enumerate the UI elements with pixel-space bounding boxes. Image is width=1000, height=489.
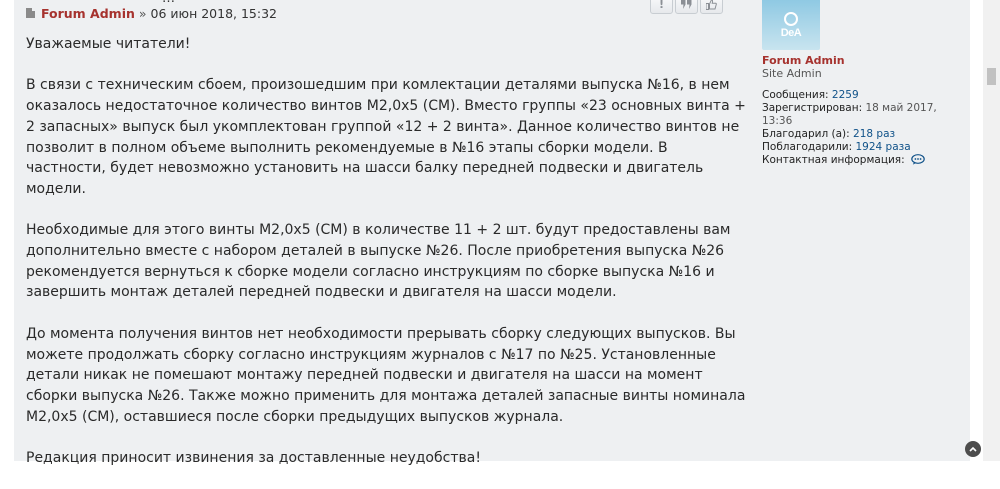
post-date: 06 июн 2018, 15:32	[150, 5, 277, 21]
profile-thanked	[762, 128, 962, 141]
profile-thanked-label: Благодарил (а):	[762, 128, 850, 140]
profile-thanked-link[interactable]: 218 раз	[853, 128, 896, 140]
profile-posts-link[interactable]: 2259	[831, 89, 859, 101]
profile-been-thanked	[762, 141, 962, 154]
post-paragraph: До момента получения винтов нет необходимости прерывать сборку следующих выпусков. Вы можете продолжать сборку согласно инструкциям журналов с №17 по №25. Установленные детали никак не помешают монтажу передней подвески и двигателя на шасси на момент сборки выпуска №26. Также можно применить для монтажа деталей запасные винты номинала М2,0x5 (СМ), оставшиеся после сборки предыдущих выпусков журнала.	[26, 325, 746, 425]
avatar-logo-text: DeA	[780, 27, 802, 39]
profile-registered-label: Зарегистрирован:	[762, 102, 863, 114]
profile-posts-label: Сообщения:	[762, 89, 829, 101]
profile-registered	[762, 102, 962, 128]
post-paragraph: В связи с техническим сбоем, произошедшим при комлектации деталями выпуска №16, в нем оказалось недостаточное количество винтов М2,0x5 (СМ). Вместо группы «23 основных винта + 2 запасных» выпуск был укомплектован группой «12 + 2 винта». Данное количество винтов не позволит в полном объеме выполнить рекомендуемые в №16 этапы сборки модели. В частности, будет невозможно установить на шасси балку передней подвески и двигатель модели.	[26, 77, 746, 197]
back-to-top-button[interactable]	[965, 441, 981, 457]
post-separator: »	[138, 5, 147, 21]
post-paragraph-greeting: Уважаемые читатели!	[26, 36, 191, 52]
post-icon[interactable]	[26, 8, 35, 18]
scrollbar-thumb[interactable]	[987, 68, 996, 85]
profile-posts	[762, 89, 962, 102]
profile-contact	[762, 154, 962, 167]
post-buttons	[650, 0, 723, 14]
avatar[interactable]	[762, 0, 820, 50]
profile-rank: Site Admin	[762, 67, 822, 80]
thumbs-up-icon	[706, 0, 717, 10]
chevron-up-icon	[969, 446, 977, 452]
post-profile	[762, 0, 962, 167]
profile-username-link[interactable]: Forum Admin	[762, 54, 845, 67]
profile-been-thanked-label: Поблагодарили:	[762, 141, 853, 153]
report-icon: !	[658, 0, 665, 11]
page-scrollbar[interactable]	[983, 0, 1000, 461]
profile-contact-label: Контактная информация:	[762, 154, 905, 166]
contact-speech-bubble-icon[interactable]	[911, 154, 925, 165]
post-paragraph-closing: Редакция приносит извинения за доставленные неудобства!	[26, 450, 481, 466]
profile-registered-value: 18 май 2017, 13:36	[762, 102, 937, 127]
post-author-link[interactable]: Forum Admin	[41, 5, 135, 21]
quote-button[interactable]	[675, 0, 698, 14]
post-paragraph: Необходимые для этого винты М2,0x5 (СМ) в количестве 11 + 2 шт. будут предоставлены вам дополнительно вместе с набором деталей в выпуске №26. После приобретения выпуска №26 рекомендуется вернуться к сборке модели согласно инструкциям по сборке выпуска №16 и завершить монтаж деталей передней подвески и двигателя на шасси модели.	[26, 222, 731, 301]
like-button[interactable]	[700, 0, 723, 14]
post-panel	[14, 0, 970, 466]
post-header	[26, 4, 277, 22]
post-content	[26, 34, 746, 489]
avatar-logo-circle	[784, 12, 798, 26]
report-button[interactable]	[650, 0, 673, 14]
profile-been-thanked-link[interactable]: 1924 раза	[855, 141, 911, 153]
quote-icon	[681, 0, 692, 9]
